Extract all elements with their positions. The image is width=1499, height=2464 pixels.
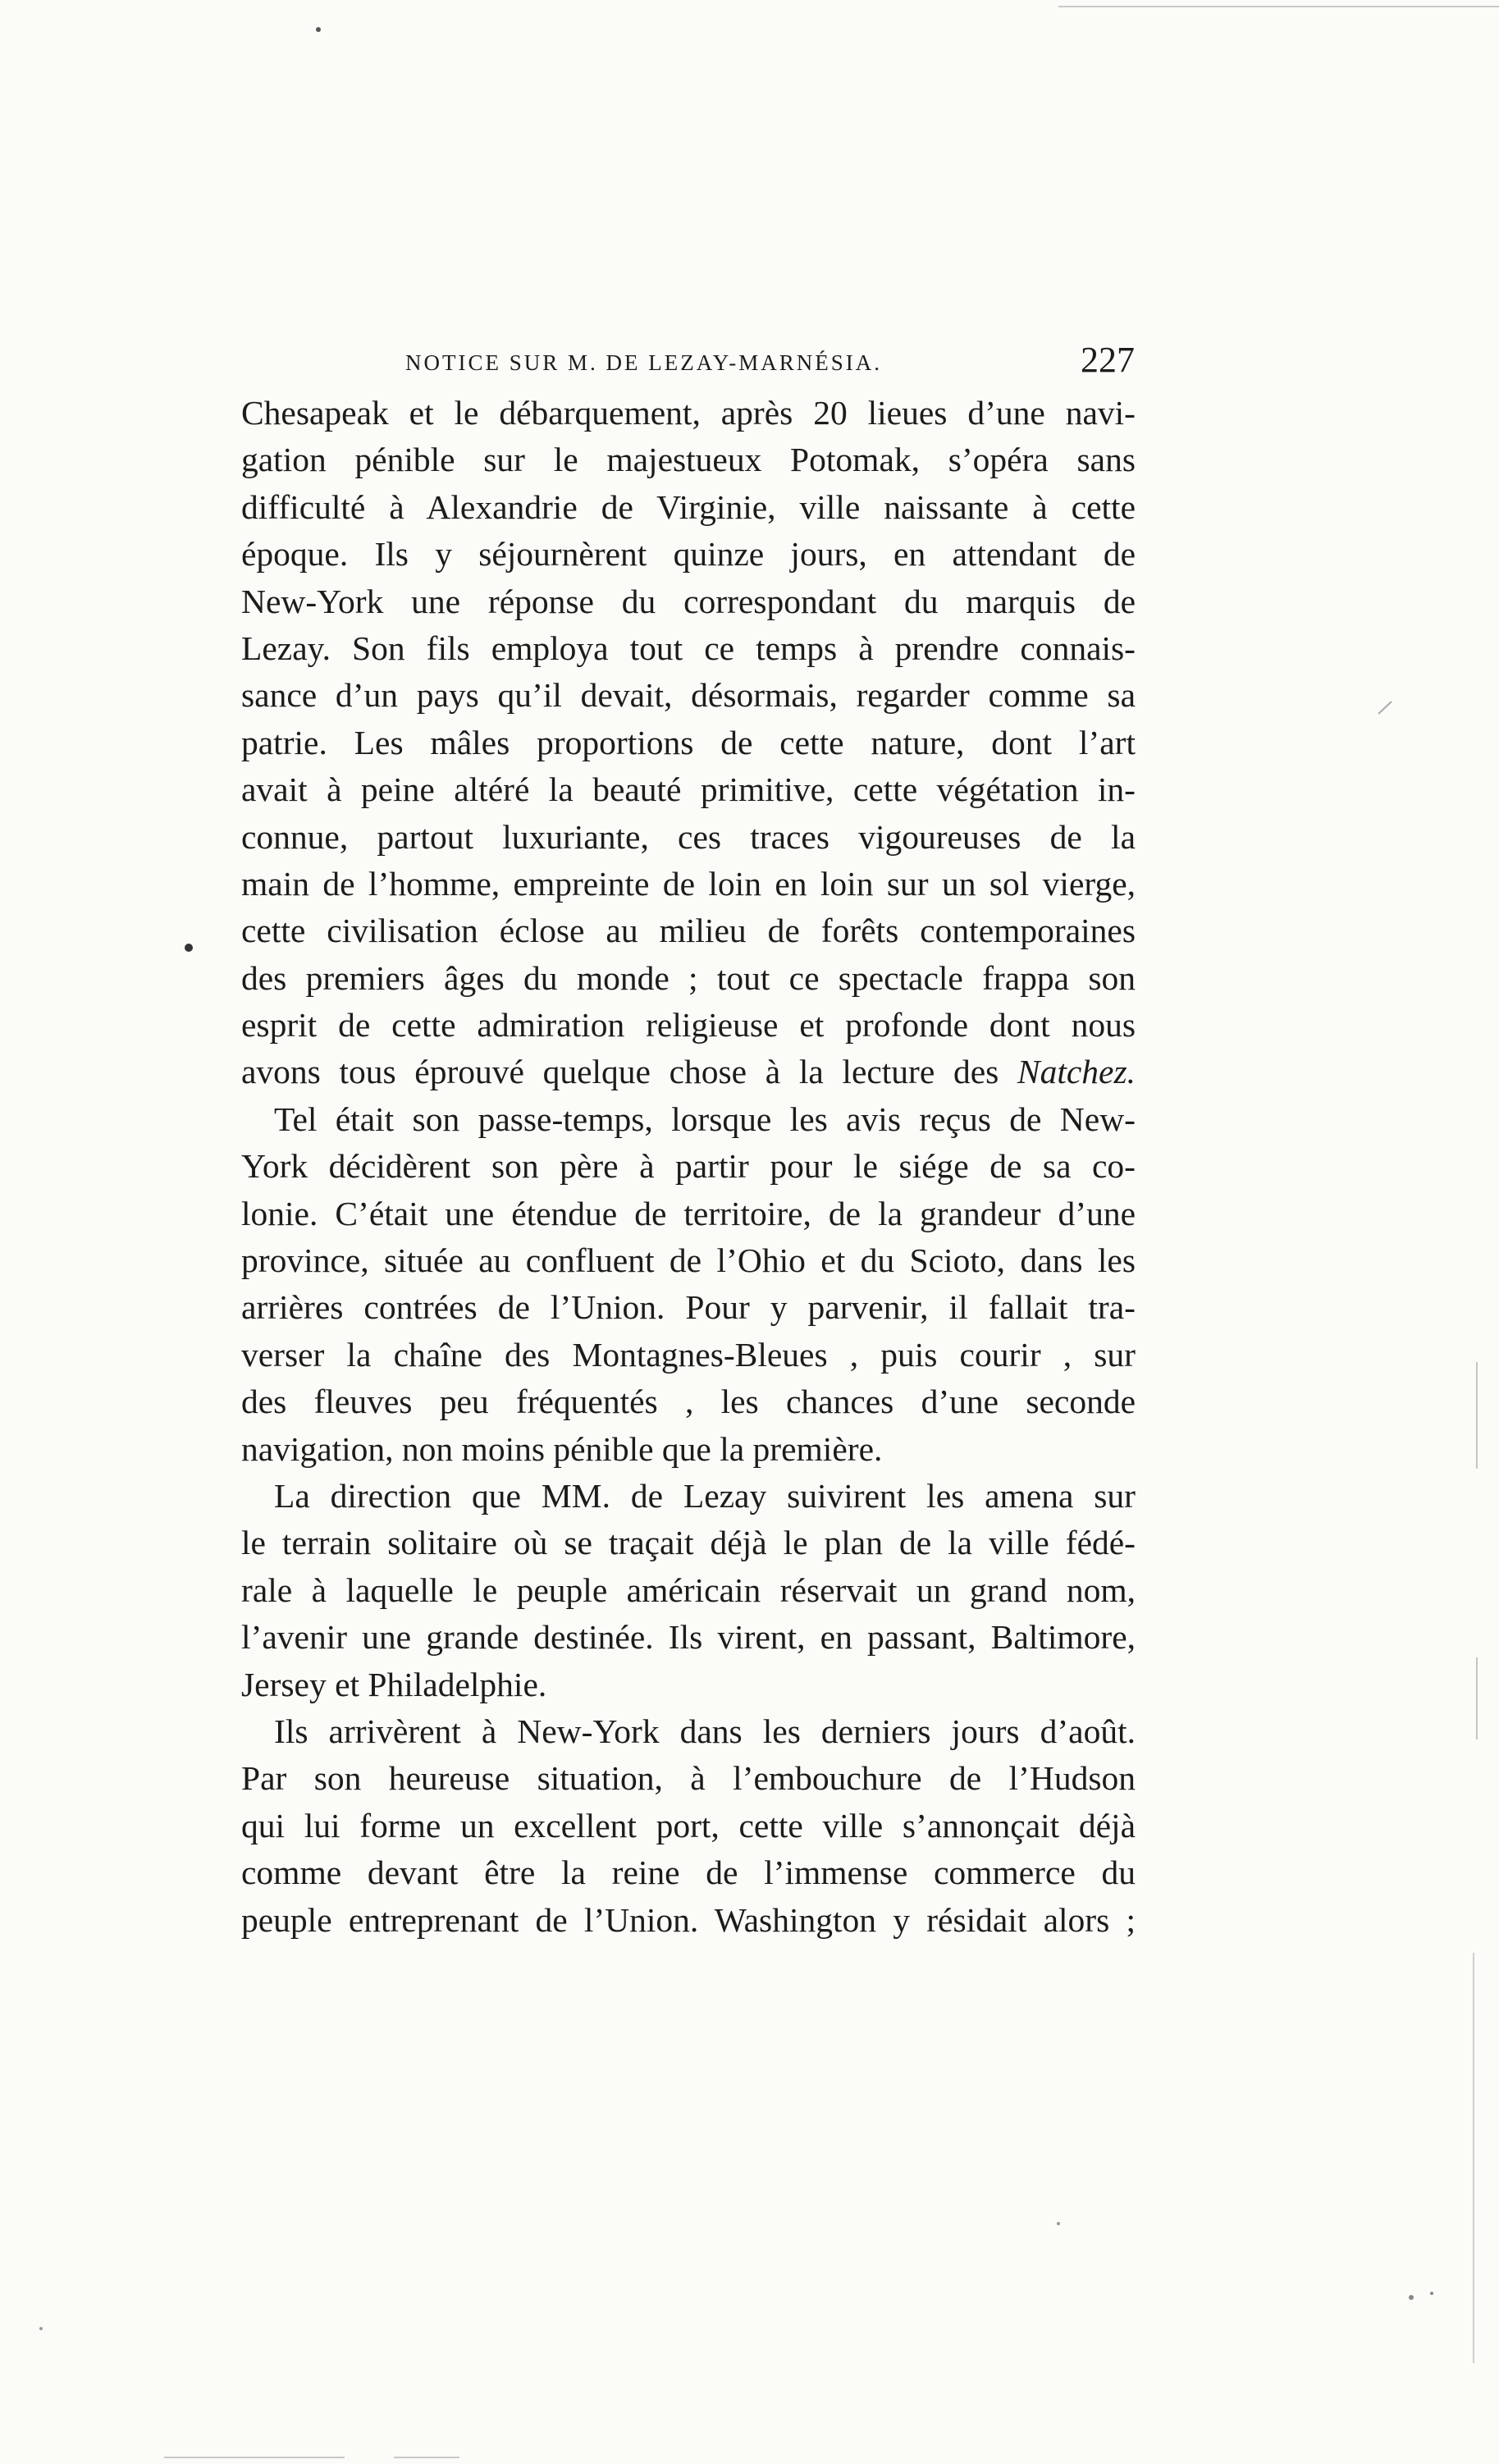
text-line: cette civilisation éclose au milieu de forêts contemporaines bbox=[241, 912, 1136, 950]
text-line: des fleuves peu fréquentés , les chances d’une seconde bbox=[241, 1383, 1136, 1421]
italic-title: Natchez. bbox=[1017, 1053, 1136, 1091]
text-line: l’avenir une grande destinée. Ils virent, en passant, Baltimore, bbox=[241, 1618, 1136, 1657]
speck bbox=[316, 27, 321, 32]
text-line: le terrain solitaire où se traçait déjà le plan de la ville fédé- bbox=[241, 1524, 1136, 1562]
text-line: La direction que MM. de Lezay suivirent les amena sur bbox=[274, 1476, 1136, 1515]
text-line: rale à laquelle le peuple américain réservait un grand nom, bbox=[241, 1570, 1136, 1609]
text-line: navigation, non moins pénible que la première. bbox=[241, 1429, 883, 1468]
text-line: patrie. Les mâles proportions de cette nature, dont l’art bbox=[241, 723, 1136, 761]
running-title: NOTICE SUR M. DE LEZAY-MARNÉSIA. bbox=[405, 350, 883, 375]
text-line: York décidèrent son père à partir pour le siége de sa co- bbox=[241, 1147, 1136, 1186]
text-line: qui lui forme un excellent port, cette ville s’annonçait déjà bbox=[241, 1806, 1136, 1845]
speck bbox=[39, 2327, 43, 2330]
text-line: comme devant être la reine de l’immense commerce du bbox=[241, 1854, 1136, 1892]
text-line: arrières contrées de l’Union. Pour y parvenir, il fallait tra- bbox=[241, 1288, 1136, 1327]
speck bbox=[1409, 2295, 1414, 2300]
text-line: Lezay. Son fils employa tout ce temps à prendre connais- bbox=[241, 629, 1136, 667]
text-line: peuple entreprenant de l’Union. Washington y résidait alors ; bbox=[241, 1900, 1136, 1939]
body-text bbox=[241, 390, 1136, 1944]
text-line: difficulté à Alexandrie de Virginie, ville naissante à cette bbox=[241, 487, 1136, 526]
text-fragment: avons tous éprouvé quelque chose à la lecture des bbox=[241, 1053, 999, 1091]
page-header bbox=[405, 339, 1135, 388]
text-line: sance d’un pays qu’il devait, désormais, regarder comme sa bbox=[241, 676, 1136, 715]
text-line: province, située au confluent de l’Ohio et du Scioto, dans les bbox=[241, 1241, 1136, 1280]
text-line: New-York une réponse du correspondant du marquis de bbox=[241, 582, 1136, 620]
speck bbox=[1378, 702, 1392, 714]
text-line: main de l’homme, empreinte de loin en loin sur un sol vierge, bbox=[241, 864, 1136, 903]
speck bbox=[1430, 2292, 1433, 2295]
speck bbox=[185, 944, 193, 952]
text-line: verser la chaîne des Montagnes-Bleues , puis courir , sur bbox=[241, 1335, 1136, 1374]
text-line: avait à peine altéré la beauté primitive, cette végétation in- bbox=[241, 770, 1136, 809]
text-line: Tel était son passe-temps, lorsque les avis reçus de New- bbox=[274, 1099, 1136, 1138]
text-line: connue, partout luxuriante, ces traces vigoureuses de la bbox=[241, 817, 1136, 856]
text-line: époque. Ils y séjournèrent quinze jours, en attendant de bbox=[241, 535, 1136, 574]
text-line: esprit de cette admiration religieuse et profonde dont nous bbox=[241, 1006, 1136, 1045]
text-line: lonie. C’était une étendue de territoire, de la grandeur d’une bbox=[241, 1194, 1136, 1232]
text-line: gation pénible sur le majestueux Potomak, s’opéra sans bbox=[241, 441, 1136, 479]
speck bbox=[1057, 2222, 1060, 2225]
text-line: Par son heureuse situation, à l’embouchure de l’Hudson bbox=[241, 1759, 1136, 1798]
text-line: Chesapeak et le débarquement, après 20 lieues d’une navi- bbox=[241, 394, 1136, 432]
text-line: des premiers âges du monde ; tout ce spectacle frappa son bbox=[241, 958, 1136, 997]
page-number: 227 bbox=[1081, 340, 1135, 380]
text-line-with-italic bbox=[241, 1049, 1136, 1095]
text-line: Ils arrivèrent à New-York dans les derniers jours d’août. bbox=[274, 1712, 1136, 1750]
text-line: Jersey et Philadelphie. bbox=[241, 1665, 547, 1703]
